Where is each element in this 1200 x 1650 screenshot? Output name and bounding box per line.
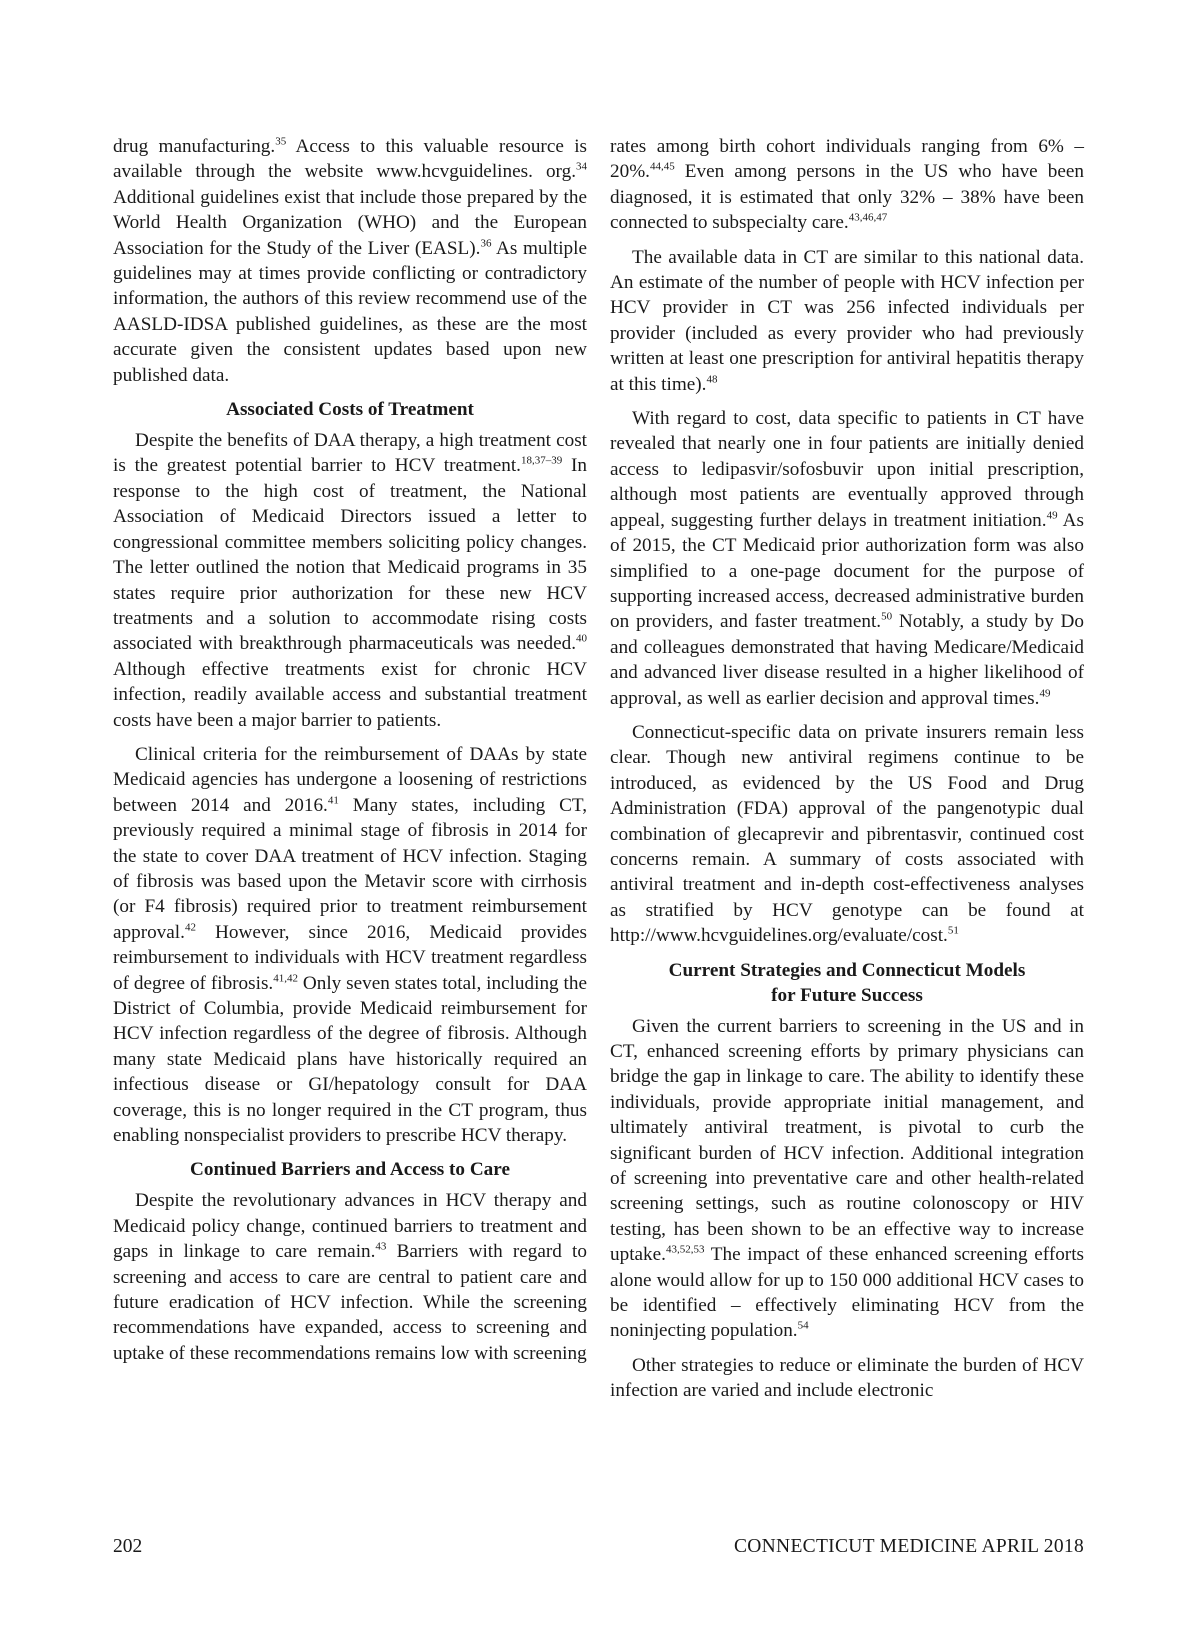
- citation-ref: 49: [1039, 687, 1051, 700]
- paragraph: Despite the revolutionary advances in HCV therapy and Medicaid policy change, continued barriers to treatment and gaps in linkage to care remain.$^{43}$ Barriers with regard to screening and access to care are central to patient care and future eradication of HCV infection. While the screening recommendations have expanded, access to screening and uptake of these recommendations remains low with screening: [113, 1190, 587, 1364]
- citation-ref: 51: [947, 924, 959, 937]
- right-column: [610, 134, 1084, 1413]
- running-title: CONNECTICUT MEDICINE APRIL 2018: [733, 1536, 1084, 1557]
- page-number: 202: [113, 1536, 143, 1557]
- citation-ref: 36: [480, 237, 492, 250]
- citation-ref: 44,45: [649, 161, 675, 174]
- paragraph: Given the current barriers to screening in the US and in CT, enhanced screening efforts by primary physicians can bridge the gap in linkage to care. The ability to identify these individuals, provide appropriate initial management, and ultimately antiviral treatment, is pivotal to curb the significant burden of HCV infection. Additional integration of screening into preventative care and other health-related screening settings, such as routine colonoscopy or HIV testing, has been shown to be an effective way to increase uptake.$^{43,52,53}$ The impact of these enhanced screening efforts alone would allow for up to 150 000 additional HCV cases to be identified – effectively eliminating HCV from the noninjecting population.$^{54}$: [610, 1015, 1084, 1342]
- citation-ref: 43: [375, 1240, 387, 1253]
- citation-ref: 49: [1046, 509, 1058, 522]
- paragraph: drug manufacturing.$^{35}$ Access to this valuable resource is available through the website www.hcvguidelines. org.$^{34}$ Additional guidelines exist that include those prepared by the World Health Organization (WHO) and the European Association for the Study of the Liver (EASL).$^{36}$ As multiple guidelines may at times provide conflicting or contradictory information, the authors of this review recommend use of the AASLD-IDSA published guidelines, as these are the most accurate given the consistent updates based upon new published data.: [113, 135, 588, 386]
- citation-ref: 50: [881, 610, 893, 623]
- section-heading: Continued Barriers and Access to Care: [190, 1159, 510, 1181]
- citation-ref: 40: [576, 632, 587, 645]
- paragraph: With regard to cost, data specific to patients in CT have revealed that nearly one in four patients are initially denied access to ledipasvir/sofosbuvir upon initial prescription, although most patients are eventually approved through appeal, suggesting further delays in treatment initiation.$^{49}$ As of 2015, the CT Medicaid prior authorization form was also simplified to a one-page document for the purpose of supporting increased access, decreased administrative burden on providers, and faster treatment.$^{50}$ Notably, a study by Do and colleagues demonstrated that having Medicare/Medicaid and advanced liver disease resulted in a higher likelihood of approval, as well as earlier decision and approval times.$^{49}$: [610, 408, 1085, 709]
- section-heading: Current Strategies and Connecticut Models for Future Success: [668, 959, 1026, 1006]
- paragraph: Despite the benefits of DAA therapy, a high treatment cost is the greatest potential barrier to HCV treatment.$^{18,37-39}$ In response to the high cost of treatment, the National Association of Medicaid Directors issued a letter to congressional committee members soliciting policy changes. The letter outlined the notion that Medicaid programs in 35 states require prior authorization for these new HCV treatments and a solution to accommodate rising costs associated with breakthrough pharmaceuticals was needed.$^{40}$ Although effective treatments exist for chronic HCV infection, readily available access and substantial treatment costs have been a major barrier to patients.: [113, 430, 588, 731]
- citation-ref: 41: [327, 794, 339, 807]
- paragraph: Other strategies to reduce or eliminate the burden of HCV infection are varied and include electronic: [610, 1354, 1084, 1402]
- citation-ref: 42: [184, 921, 196, 934]
- section-heading: Associated Costs of Treatment: [226, 399, 474, 421]
- citation-ref: 18,37–39: [520, 455, 563, 468]
- citation-ref: 48: [706, 373, 718, 386]
- citation-ref: 41,42: [273, 972, 298, 985]
- citation-ref: 35: [275, 135, 287, 148]
- citation-ref: 43,46,47: [848, 211, 888, 224]
- paragraph: rates among birth cohort individuals ranging from 6% – 20%.$^{44,45}$ Even among persons in the US who have been diagnosed, it is estimated that only 32% – 38% have been connected to subspecialty care.$^{43,46,47}$: [610, 136, 1084, 234]
- citation-ref: 43,52,53: [665, 1243, 705, 1256]
- citation-ref: 54: [797, 1320, 809, 1333]
- citation-ref: 34: [576, 161, 587, 174]
- paragraph: The available data in CT are similar to this national data. An estimate of the number of people with HCV infection per HCV provider in CT was 256 infected individuals per provider (included as every provider who had previously written at least one prescription for antiviral hepatitis therapy at this time).$^{48}$: [610, 246, 1084, 395]
- paragraph: Connecticut-specific data on private insurers remain less clear. Though new antiviral regimens continue to be introduced, as evidenced by the US Food and Drug Administration (FDA) approval of the pangenotypic dual combination of glecaprevir and pibrentasvir, continued cost concerns remain. A summary of costs associated with antiviral treatment and in-depth cost-effectiveness analyses as stratified by HCV genotype can be found at http://www.hcvguidelines.org/evaluate/cost.$^{51}$: [610, 721, 1084, 947]
- paragraph: Clinical criteria for the reimbursement of DAAs by state Medicaid agencies has undergone a loosening of restrictions between 2014 and 2016.41 Many states, including CT, previously required a minimal stage of fibrosis in 2014 for the state to cover DAA treatment of HCV infection. Staging of fibrosis was based upon the Metavir score with cirrhosis (or F4 fibrosis) required prior to treatment reimbursement approval.$^{42}$ However, since 2016, Medicaid provides reimbursement to individuals with HCV treatment regardless of degree of fibrosis.$^{41,42}$ Only seven states total, including the District of Columbia, provide Medicaid reimbursement for HCV infection regardless of the degree of fibrosis. Although many state Medicaid plans have historically required an infectious disease or GI/hepatology consult for DAA coverage, this is no longer required in the CT program, thus enabling nonspecialist providers to prescribe HCV therapy.: [113, 743, 587, 1147]
- left-column: [113, 134, 587, 1375]
